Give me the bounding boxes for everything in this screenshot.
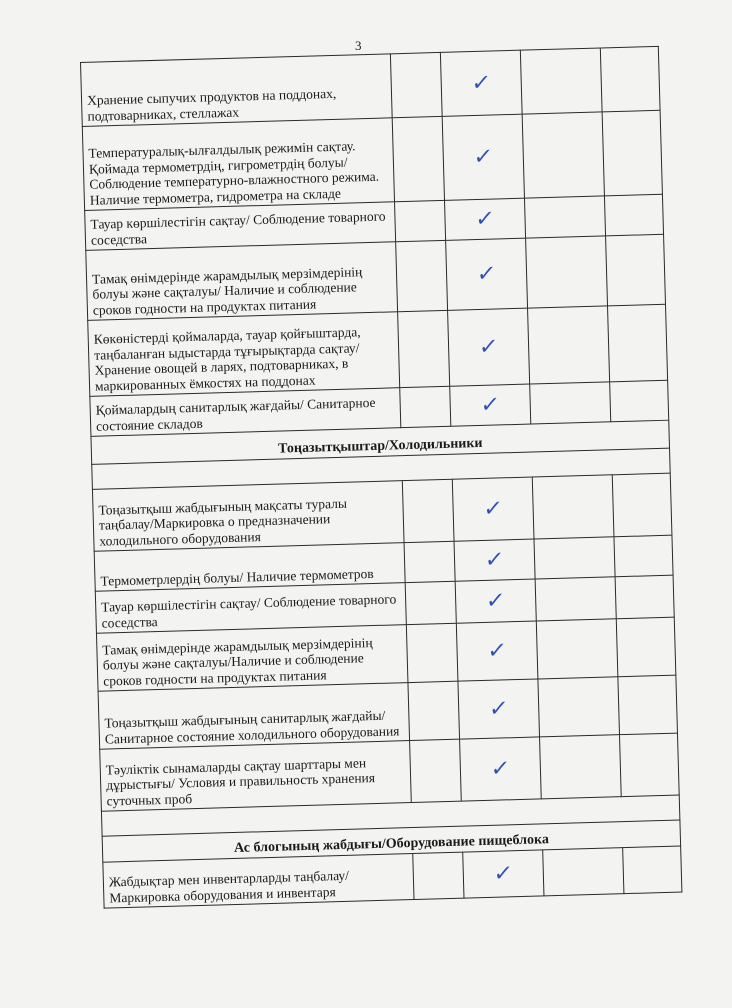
empty-cell <box>410 739 462 802</box>
criteria-cell <box>88 312 400 397</box>
criteria-cell <box>92 481 404 552</box>
mark-cell <box>460 737 542 801</box>
empty-cell <box>608 304 668 382</box>
empty-cell <box>530 382 611 424</box>
mark-cell <box>463 850 544 898</box>
empty-cell <box>396 240 448 311</box>
section-title: Тоңазытқыштар/Холодильники <box>91 420 670 464</box>
mark-cell <box>456 621 538 681</box>
criteria-cell <box>100 741 412 812</box>
empty-cell <box>406 623 458 682</box>
check-mark-icon: ✓ <box>488 695 510 722</box>
check-mark-icon: ✓ <box>482 495 504 522</box>
empty-cell <box>395 200 446 241</box>
empty-cell <box>616 617 676 677</box>
empty-cell <box>612 473 672 537</box>
empty-cell <box>623 846 682 894</box>
empty-cell <box>600 46 660 112</box>
criteria-cell <box>96 625 407 692</box>
empty-cell <box>526 236 608 308</box>
check-mark-icon: ✓ <box>489 755 512 782</box>
check-mark-icon: ✓ <box>486 637 508 664</box>
page-number: 3 <box>355 38 362 53</box>
empty-cell <box>524 196 605 238</box>
empty-cell <box>610 380 669 422</box>
empty-cell <box>538 677 620 737</box>
empty-cell <box>520 48 602 114</box>
check-mark-icon: ✓ <box>470 70 492 96</box>
check-mark-icon: ✓ <box>478 333 500 360</box>
mark-cell <box>442 114 524 200</box>
criteria-cell <box>103 854 414 909</box>
mark-cell <box>446 238 528 310</box>
empty-cell <box>614 535 673 577</box>
empty-cell <box>402 479 454 542</box>
criteria-text: Қоймалардың санитарлық жағдайы/ Санитарное состояние складов <box>95 394 376 434</box>
empty-cell <box>413 852 464 899</box>
check-mark-icon: ✓ <box>484 546 506 573</box>
empty-cell <box>615 575 674 619</box>
criteria-cell <box>81 54 393 127</box>
criteria-text: Көкөністерді қоймаларда, тауар қойғыштарда, таңбаланған ыдыстарда тұғырықтарда сақтау/ Хранение овощей в ларях, подтоварниках, в маркированных ёмкостях на поддонах <box>93 324 361 394</box>
empty-cell <box>543 848 624 896</box>
check-mark-icon: ✓ <box>476 260 498 287</box>
empty-cell <box>604 194 663 236</box>
mark-cell <box>440 50 522 116</box>
empty-cell <box>522 112 604 198</box>
empty-cell <box>534 537 615 579</box>
empty-cell <box>390 52 442 117</box>
empty-cell <box>404 541 455 582</box>
empty-cell <box>606 234 666 306</box>
empty-cell <box>405 581 456 624</box>
criteria-text: Жабдықтар мен инвентарларды таңбалау/ Маркировка оборудования и инвентаря <box>108 867 350 906</box>
criteria-text: Тәуліктік сынамаларды сақтау шарттары мен дұрыстығы/ Условия и правильность хранения суточных проб <box>105 754 376 809</box>
criteria-cell <box>82 118 394 211</box>
criteria-text: Термометрлердің болуы/ Наличие термометров <box>100 565 374 589</box>
criteria-text: Тамақ өнімдерінде жарамдылық мерзімдерінің болуы және сақталуы/ Наличие и соблюдение сроков годности на продуктах питания <box>91 263 363 318</box>
mark-cell <box>452 477 534 541</box>
mark-cell <box>450 384 531 426</box>
check-mark-icon: ✓ <box>474 205 496 232</box>
empty-cell <box>540 735 622 799</box>
check-mark-icon: ✓ <box>479 391 501 418</box>
mark-cell <box>454 539 535 581</box>
empty-cell <box>398 310 450 387</box>
mark-cell <box>455 579 536 623</box>
empty-cell <box>619 733 679 797</box>
criteria-text: Хранение сыпучих продуктов на поддонах, подтоварниках, стеллажах <box>86 85 337 124</box>
empty-cell <box>532 475 614 539</box>
empty-cell <box>408 681 460 740</box>
check-mark-icon: ✓ <box>472 143 494 170</box>
empty-cell <box>618 675 678 735</box>
empty-cell <box>536 619 618 679</box>
section-title: Ас блогының жабдығы/Оборудование пищеблока <box>102 820 681 862</box>
empty-cell <box>602 110 662 196</box>
check-mark-icon: ✓ <box>492 860 515 887</box>
criteria-text: Тауар көршілестігін сақтау/ Соблюдение товарного соседства <box>101 591 397 631</box>
criteria-text: Тоңазытқыш жабдығының мақсаты туралы таңбалау/Маркировка о предназначении холодильного оборудования <box>98 495 348 549</box>
mark-cell <box>448 308 530 386</box>
criteria-cell <box>98 683 409 750</box>
criteria-cell <box>86 242 398 321</box>
empty-cell <box>535 577 616 621</box>
criteria-text: Тауар көршілестігін сақтау/ Соблюдение товарного соседства <box>90 208 386 248</box>
inspection-checklist-table <box>80 46 682 909</box>
mark-cell <box>445 198 526 240</box>
empty-cell <box>392 116 444 201</box>
check-mark-icon: ✓ <box>485 587 507 614</box>
empty-cell <box>528 306 610 384</box>
mark-cell <box>458 679 540 739</box>
criteria-text: Тамақ өнімдерінде жарамдылық мерзімдерінің болуы және сақталуы/Наличие и соблюдение сроков годности на продуктах питания <box>102 634 373 689</box>
empty-cell <box>400 386 451 427</box>
table-row <box>82 110 662 210</box>
criteria-text: Тоңазытқыш жабдығының санитарлық жағдайы/ Санитарное состояние холодильного оборудования <box>104 707 400 747</box>
criteria-text: Температуралық-ылғалдылық режимін сақтау. Қоймада термометрдің, гигрометрдің болуы/ Соблюдение температурно-влажностного режима. Наличие термометра, гидрометра на складе <box>88 138 380 208</box>
